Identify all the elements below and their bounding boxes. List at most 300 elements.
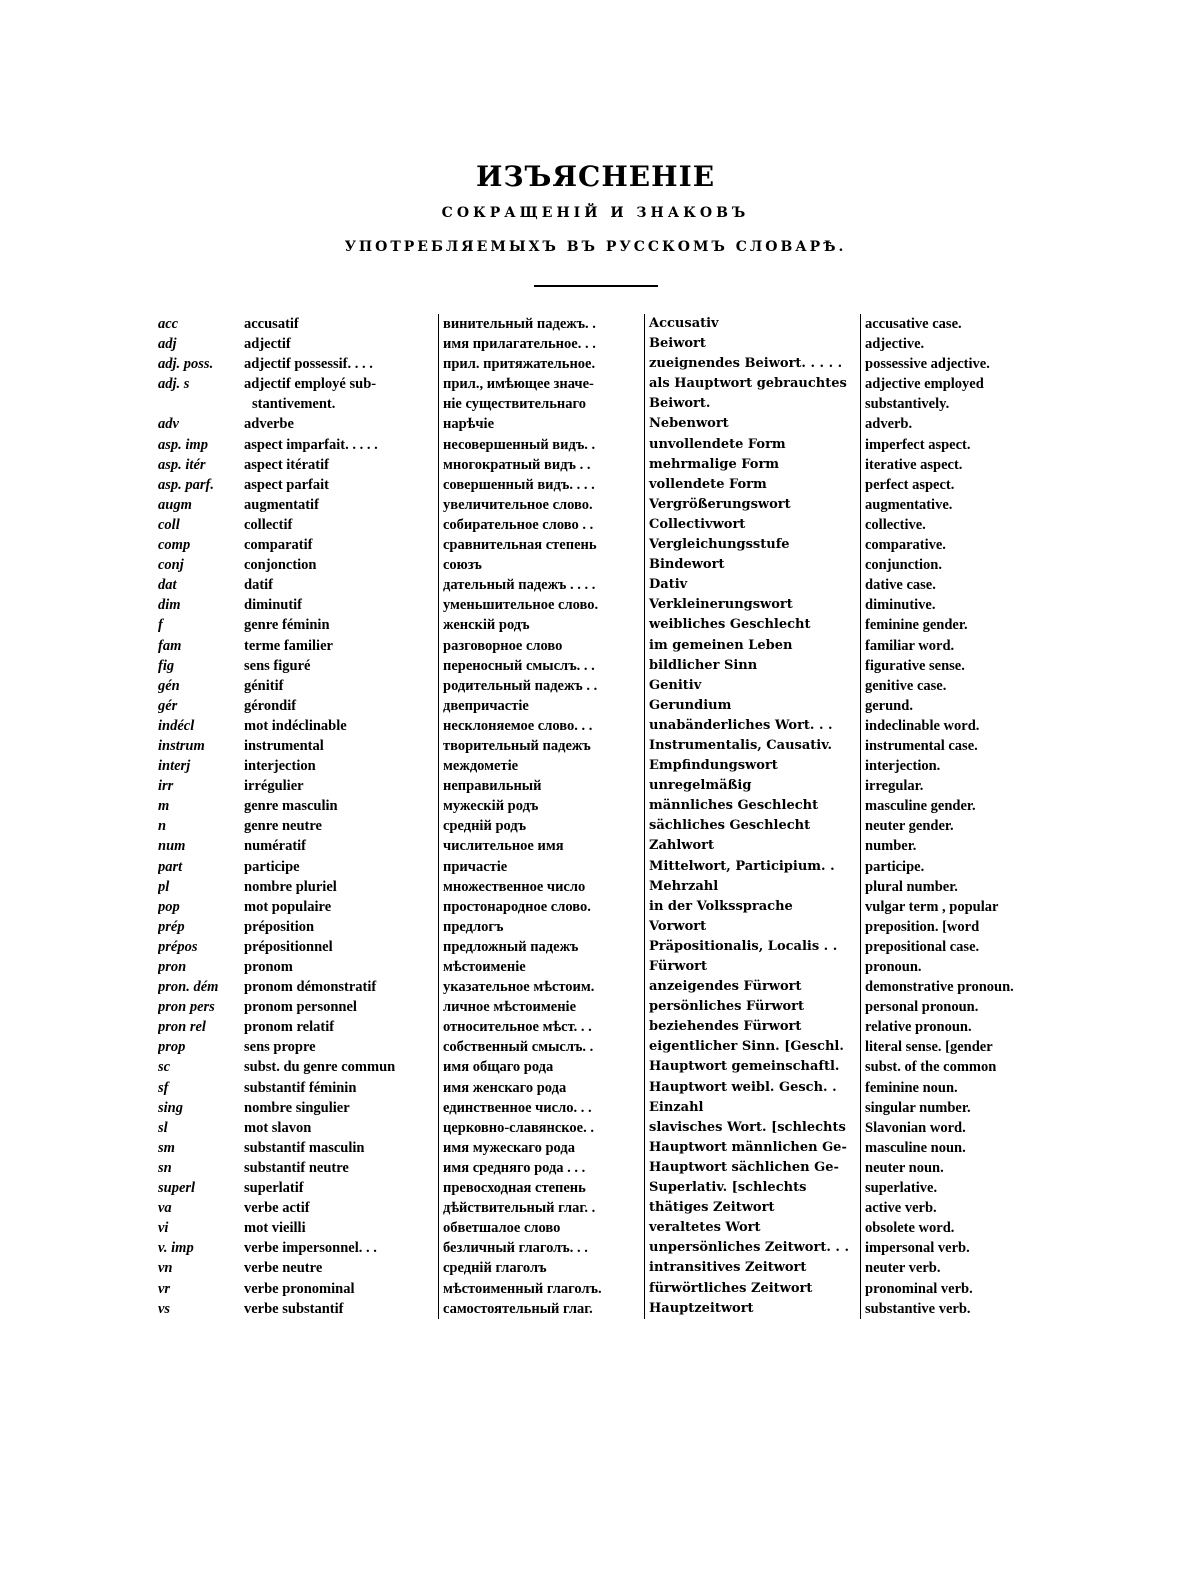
table-row bbox=[158, 636, 1038, 656]
russian-term: нарѣчiе bbox=[438, 414, 644, 434]
russian-term: прил., имѣющее значе- bbox=[438, 374, 644, 394]
abbreviation: m bbox=[158, 798, 170, 815]
english-term: conjunction. bbox=[860, 555, 1038, 575]
table-row bbox=[158, 435, 1038, 455]
page-subtitle-2: УПОТРЕБЛЯЕМЫХЪ ВЪ РУССКОМЪ СЛОВАРѢ. bbox=[344, 239, 847, 255]
table-row bbox=[158, 1118, 1038, 1138]
french-cell bbox=[158, 636, 438, 656]
french-term: accusatif bbox=[244, 316, 299, 332]
german-term: Präpositionalis, Localis . . bbox=[644, 937, 860, 957]
russian-term: обветшалое слово bbox=[438, 1218, 644, 1238]
russian-term: винительный падежъ. . bbox=[438, 314, 644, 334]
russian-term: среднiй родъ bbox=[438, 816, 644, 836]
german-term: intransitives Zeitwort bbox=[644, 1258, 860, 1278]
english-term: masculine noun. bbox=[860, 1138, 1038, 1158]
german-term: unabänderliches Wort. . . bbox=[644, 716, 860, 736]
english-term: relative pronoun. bbox=[860, 1017, 1038, 1037]
german-term: Beiwort bbox=[644, 334, 860, 354]
french-cell bbox=[158, 1258, 438, 1278]
abbreviation: instrum bbox=[158, 737, 205, 754]
table-row bbox=[158, 1238, 1038, 1258]
table-row bbox=[158, 1098, 1038, 1118]
table-row bbox=[158, 575, 1038, 595]
french-cell bbox=[158, 736, 438, 756]
russian-term: предложный падежъ bbox=[438, 937, 644, 957]
french-term: superlatif bbox=[244, 1180, 304, 1197]
abbreviation: adv bbox=[158, 416, 179, 433]
abbreviation: dim bbox=[158, 597, 181, 614]
german-term: veraltetes Wort bbox=[644, 1218, 860, 1238]
table-row bbox=[158, 796, 1038, 816]
french-cell bbox=[158, 374, 438, 394]
russian-term: переносный смыслъ. . . bbox=[438, 656, 644, 676]
table-row bbox=[158, 455, 1038, 475]
french-cell bbox=[158, 414, 438, 434]
table-row bbox=[158, 1078, 1038, 1098]
abbreviation: sing bbox=[158, 1099, 183, 1116]
english-term: masculine gender. bbox=[860, 796, 1038, 816]
french-term: adjectif possessif. . . . bbox=[244, 356, 373, 373]
german-term: Superlativ. [schlechts bbox=[644, 1178, 860, 1198]
english-term: perfect aspect. bbox=[860, 475, 1038, 495]
french-term: pronom démonstratif bbox=[244, 979, 377, 996]
french-term: numératif bbox=[244, 838, 307, 855]
abbreviation: va bbox=[158, 1200, 172, 1217]
french-term: verbe substantif bbox=[244, 1300, 344, 1317]
abbreviation: dat bbox=[158, 577, 177, 594]
page-title: ИЗЪЯСНЕНIЕ bbox=[475, 160, 716, 193]
russian-term: имя прилагательное. . . bbox=[438, 334, 644, 354]
french-cell bbox=[158, 1017, 438, 1037]
german-term: Zahlwort bbox=[644, 836, 860, 856]
russian-term: собирательное слово . . bbox=[438, 515, 644, 535]
table-row bbox=[158, 515, 1038, 535]
russian-term: имя общаго рода bbox=[438, 1057, 644, 1077]
table-row bbox=[158, 937, 1038, 957]
english-term: adjective employed bbox=[860, 374, 1038, 394]
german-term: Hauptwort gemeinschaftl. bbox=[644, 1057, 860, 1077]
abbreviation: comp bbox=[158, 537, 191, 554]
table-row bbox=[158, 696, 1038, 716]
russian-term: многократный видъ . . bbox=[438, 455, 644, 475]
french-term: instrumental bbox=[244, 737, 324, 754]
table-row bbox=[158, 374, 1038, 394]
french-cell bbox=[158, 937, 438, 957]
abbreviation: adj. s bbox=[158, 376, 190, 393]
abbreviation: sm bbox=[158, 1139, 175, 1156]
french-term: mot vieilli bbox=[244, 1220, 306, 1237]
german-term: Einzahl bbox=[644, 1098, 860, 1118]
abbreviation: superl bbox=[158, 1180, 196, 1197]
french-term: adjectif bbox=[244, 336, 291, 353]
french-cell bbox=[158, 435, 438, 455]
abbreviation: vn bbox=[158, 1260, 173, 1277]
english-term: indeclinable word. bbox=[860, 716, 1038, 736]
table-row bbox=[158, 1057, 1038, 1077]
english-term: Slavonian word. bbox=[860, 1118, 1038, 1138]
russian-term: междометiе bbox=[438, 756, 644, 776]
english-term: iterative aspect. bbox=[860, 455, 1038, 475]
german-term: unregelmäßig bbox=[644, 776, 860, 796]
english-term: impersonal verb. bbox=[860, 1238, 1038, 1258]
abbreviation: vi bbox=[158, 1220, 169, 1237]
english-term: comparative. bbox=[860, 535, 1038, 555]
english-term: pronoun. bbox=[860, 957, 1038, 977]
russian-term: самостоятельный глаг. bbox=[438, 1299, 644, 1319]
french-cell bbox=[158, 1218, 438, 1238]
abbreviation: adj bbox=[158, 336, 177, 353]
abbreviation: sf bbox=[158, 1079, 169, 1096]
german-term: Hauptzeitwort bbox=[644, 1299, 860, 1319]
table-row bbox=[158, 314, 1038, 334]
table-row bbox=[158, 676, 1038, 696]
abbreviation: pop bbox=[158, 898, 180, 915]
abbreviation: pron bbox=[158, 959, 187, 975]
french-term: irrégulier bbox=[244, 778, 304, 795]
table-row bbox=[158, 917, 1038, 937]
table-row bbox=[158, 1158, 1038, 1178]
abbreviation: prop bbox=[158, 1039, 186, 1056]
english-term: neuter noun. bbox=[860, 1158, 1038, 1178]
russian-term: церковно-славянское. . bbox=[438, 1118, 644, 1138]
russian-term: разговорное слово bbox=[438, 636, 644, 656]
russian-term: причастiе bbox=[438, 857, 644, 877]
french-term: interjection bbox=[244, 758, 316, 775]
german-term: Collectivwort bbox=[644, 515, 860, 535]
table-row bbox=[158, 897, 1038, 917]
german-term: Vorwort bbox=[644, 917, 860, 937]
german-term: Hauptwort weibl. Gesch. . bbox=[644, 1078, 860, 1098]
french-term: préposition bbox=[244, 918, 315, 935]
french-cell bbox=[158, 615, 438, 635]
german-term: Hauptwort männlichen Ge- bbox=[644, 1138, 860, 1158]
table-row bbox=[158, 1198, 1038, 1218]
abbreviation-table bbox=[158, 314, 1038, 1319]
english-term: number. bbox=[860, 836, 1038, 856]
english-term: superlative. bbox=[860, 1178, 1038, 1198]
table-row bbox=[158, 414, 1038, 434]
french-term: participe bbox=[244, 858, 300, 875]
table-row bbox=[158, 615, 1038, 635]
table-row bbox=[158, 475, 1038, 495]
abbreviation: indécl bbox=[158, 717, 195, 734]
french-cell bbox=[158, 475, 438, 495]
english-term: irregular. bbox=[860, 776, 1038, 796]
russian-term: предлогъ bbox=[438, 917, 644, 937]
german-term: slavisches Wort. [schlechts bbox=[644, 1118, 860, 1138]
german-term: thätiges Zeitwort bbox=[644, 1198, 860, 1218]
russian-term: имя мужескаго рода bbox=[438, 1138, 644, 1158]
abbreviation: adj. poss. bbox=[158, 356, 214, 373]
german-term: persönliches Fürwort bbox=[644, 997, 860, 1017]
french-cell bbox=[158, 314, 438, 334]
english-term: feminine gender. bbox=[860, 615, 1038, 635]
table-row bbox=[158, 877, 1038, 897]
table-row bbox=[158, 656, 1038, 676]
russian-term: женскiй родъ bbox=[438, 615, 644, 635]
abbreviation: gén bbox=[158, 677, 180, 694]
abbreviation: irr bbox=[158, 778, 174, 795]
french-term: pronom relatif bbox=[244, 1019, 335, 1036]
french-cell bbox=[158, 836, 438, 856]
table-row bbox=[158, 394, 1038, 414]
russian-term: превосходная степень bbox=[438, 1178, 644, 1198]
english-term: subst. of the common bbox=[860, 1057, 1038, 1077]
russian-term: дѣйствительный глаг. . bbox=[438, 1198, 644, 1218]
german-term: beziehendes Fürwort bbox=[644, 1017, 860, 1037]
russian-term: имя средняго рода . . . bbox=[438, 1158, 644, 1178]
french-cell bbox=[158, 354, 438, 374]
russian-term: указательное мѣстоим. bbox=[438, 977, 644, 997]
russian-term: несовершенный видъ. . bbox=[438, 435, 644, 455]
french-cell bbox=[158, 877, 438, 897]
title-divider bbox=[534, 285, 658, 287]
french-cell bbox=[158, 957, 438, 977]
french-term: genre neutre bbox=[244, 818, 322, 835]
french-term: terme familier bbox=[244, 637, 333, 654]
english-term: active verb. bbox=[860, 1198, 1038, 1218]
abbreviation: augm bbox=[158, 496, 192, 513]
abbreviation: conj bbox=[158, 557, 184, 574]
table-row bbox=[158, 1299, 1038, 1319]
table-row bbox=[158, 354, 1038, 374]
french-cell bbox=[158, 756, 438, 776]
russian-term: родительный падежъ . . bbox=[438, 676, 644, 696]
russian-term: мѣстоименный глаголъ. bbox=[438, 1279, 644, 1299]
table-row bbox=[158, 1218, 1038, 1238]
russian-term: уменьшительное слово. bbox=[438, 595, 644, 615]
french-term: mot slavon bbox=[244, 1119, 312, 1136]
abbreviation: fig bbox=[158, 657, 175, 674]
german-term: Hauptwort sächlichen Ge- bbox=[644, 1158, 860, 1178]
german-term: als Hauptwort gebrauchtes bbox=[644, 374, 860, 394]
english-term: obsolete word. bbox=[860, 1218, 1038, 1238]
french-term: nombre singulier bbox=[244, 1099, 350, 1116]
french-cell bbox=[158, 857, 438, 877]
french-term: verbe actif bbox=[244, 1200, 310, 1217]
french-term: pronom bbox=[244, 959, 293, 975]
german-term: Fürwort bbox=[644, 957, 860, 977]
german-term: männliches Geschlecht bbox=[644, 796, 860, 816]
french-term: conjonction bbox=[244, 557, 317, 574]
table-row bbox=[158, 836, 1038, 856]
english-term: collective. bbox=[860, 515, 1038, 535]
german-term: Mehrzahl bbox=[644, 877, 860, 897]
abbreviation: num bbox=[158, 838, 186, 855]
english-term: adjective. bbox=[860, 334, 1038, 354]
english-term: literal sense. [gender bbox=[860, 1037, 1038, 1057]
french-cell bbox=[158, 1299, 438, 1319]
french-cell bbox=[158, 535, 438, 555]
french-cell bbox=[158, 1198, 438, 1218]
russian-term: неправильный bbox=[438, 776, 644, 796]
english-term: dative case. bbox=[860, 575, 1038, 595]
english-term: gerund. bbox=[860, 696, 1038, 716]
german-term: unvollendete Form bbox=[644, 435, 860, 455]
german-term: im gemeinen Leben bbox=[644, 636, 860, 656]
table-row bbox=[158, 776, 1038, 796]
russian-term: простонародное слово. bbox=[438, 897, 644, 917]
abbreviation: part bbox=[158, 858, 183, 875]
french-cell bbox=[158, 917, 438, 937]
english-term: singular number. bbox=[860, 1098, 1038, 1118]
french-cell bbox=[158, 455, 438, 475]
abbreviation: f bbox=[158, 617, 163, 634]
french-cell bbox=[158, 1238, 438, 1258]
russian-term: собственный смыслъ. . bbox=[438, 1037, 644, 1057]
english-term: substantive verb. bbox=[860, 1299, 1038, 1319]
abbreviation: vs bbox=[158, 1300, 171, 1317]
french-cell bbox=[158, 495, 438, 515]
russian-term: безличный глаголъ. . . bbox=[438, 1238, 644, 1258]
russian-term: относительное мѣст. . . bbox=[438, 1017, 644, 1037]
french-cell bbox=[158, 555, 438, 575]
table-row bbox=[158, 977, 1038, 997]
french-cell bbox=[158, 897, 438, 917]
french-cell bbox=[158, 334, 438, 354]
english-term: pronominal verb. bbox=[860, 1279, 1038, 1299]
table-row bbox=[158, 535, 1038, 555]
english-term: genitive case. bbox=[860, 676, 1038, 696]
german-term: Genitiv bbox=[644, 676, 860, 696]
german-term: Nebenwort bbox=[644, 414, 860, 434]
english-term: figurative sense. bbox=[860, 656, 1038, 676]
german-term: vollendete Form bbox=[644, 475, 860, 495]
russian-term: имя женскаго рода bbox=[438, 1078, 644, 1098]
french-term: mot indéclinable bbox=[244, 717, 347, 734]
french-cell bbox=[158, 656, 438, 676]
abbreviation: asp. parf. bbox=[158, 476, 214, 493]
table-row bbox=[158, 1138, 1038, 1158]
french-term: aspect itératif bbox=[244, 456, 329, 473]
russian-term: мѣстоименiе bbox=[438, 957, 644, 977]
russian-term: несклоняемое слово. . . bbox=[438, 716, 644, 736]
english-term: adverb. bbox=[860, 414, 1038, 434]
russian-term: числительное имя bbox=[438, 836, 644, 856]
french-term: adjectif employé sub- bbox=[244, 376, 377, 393]
french-cell bbox=[158, 796, 438, 816]
french-term: génitif bbox=[244, 677, 284, 694]
french-term: gérondif bbox=[244, 697, 297, 714]
table-row bbox=[158, 1258, 1038, 1278]
german-term: mehrmalige Form bbox=[644, 455, 860, 475]
german-term: Gerundium bbox=[644, 696, 860, 716]
russian-term: двепричастiе bbox=[438, 696, 644, 716]
abbreviation: pron. dém bbox=[158, 979, 219, 996]
english-term: possessive adjective. bbox=[860, 354, 1038, 374]
english-term: accusative case. bbox=[860, 314, 1038, 334]
french-term: diminutif bbox=[244, 597, 303, 614]
german-term: fürwörtliches Zeitwort bbox=[644, 1279, 860, 1299]
german-term: Accusativ bbox=[644, 314, 860, 334]
english-term: augmentative. bbox=[860, 495, 1038, 515]
russian-term: личное мѣстоименiе bbox=[438, 997, 644, 1017]
russian-term: союзъ bbox=[438, 555, 644, 575]
russian-term: творительный падежъ bbox=[438, 736, 644, 756]
table-row bbox=[158, 957, 1038, 977]
german-term: anzeigendes Fürwort bbox=[644, 977, 860, 997]
french-cell bbox=[158, 716, 438, 736]
abbreviation: pl bbox=[158, 878, 170, 895]
abbreviation: fam bbox=[158, 637, 182, 654]
english-term: preposition. [word bbox=[860, 917, 1038, 937]
french-term: genre féminin bbox=[244, 617, 330, 634]
french-cell bbox=[158, 816, 438, 836]
table-row bbox=[158, 1178, 1038, 1198]
table-row bbox=[158, 1037, 1038, 1057]
english-term: substantively. bbox=[860, 394, 1038, 414]
table-row bbox=[158, 997, 1038, 1017]
abbreviation: n bbox=[158, 818, 167, 835]
german-term: bildlicher Sinn bbox=[644, 656, 860, 676]
english-term: diminutive. bbox=[860, 595, 1038, 615]
french-term: substantif masculin bbox=[244, 1139, 365, 1156]
french-cell bbox=[158, 1178, 438, 1198]
french-term: subst. du genre commun bbox=[244, 1059, 396, 1076]
english-term: vulgar term , popular bbox=[860, 897, 1038, 917]
french-cell bbox=[158, 575, 438, 595]
german-term: zueignendes Beiwort. . . . . bbox=[644, 354, 860, 374]
french-cell bbox=[158, 1057, 438, 1077]
german-term: unpersönliches Zeitwort. . . bbox=[644, 1238, 860, 1258]
abbreviation: asp. itér bbox=[158, 456, 206, 473]
french-term: datif bbox=[244, 577, 273, 594]
french-cell bbox=[158, 1078, 438, 1098]
french-term: verbe impersonnel. . . bbox=[244, 1240, 377, 1257]
french-term: comparatif bbox=[244, 537, 313, 554]
table-row bbox=[158, 756, 1038, 776]
table-row bbox=[158, 716, 1038, 736]
english-term: familiar word. bbox=[860, 636, 1038, 656]
french-cell bbox=[158, 1279, 438, 1299]
abbreviation: sl bbox=[158, 1119, 168, 1136]
abbreviation: gér bbox=[158, 697, 178, 714]
table-row bbox=[158, 857, 1038, 877]
abbreviation: v. imp bbox=[158, 1240, 194, 1257]
french-cell bbox=[158, 515, 438, 535]
german-term: in der Volkssprache bbox=[644, 897, 860, 917]
french-term: mot populaire bbox=[244, 898, 332, 915]
french-cell bbox=[158, 1118, 438, 1138]
russian-term: увеличительное слово. bbox=[438, 495, 644, 515]
table-row bbox=[158, 334, 1038, 354]
page-subtitle-1: СОКРАЩЕНIЙ И ЗНАКОВЪ bbox=[441, 205, 750, 221]
english-term: imperfect aspect. bbox=[860, 435, 1038, 455]
abbreviation: sc bbox=[158, 1059, 171, 1076]
german-term: Empfindungswort bbox=[644, 756, 860, 776]
french-cell bbox=[158, 1158, 438, 1178]
french-term: pronom personnel bbox=[244, 999, 357, 1016]
table-row bbox=[158, 1017, 1038, 1037]
french-term: collectif bbox=[244, 516, 293, 533]
english-term: demonstrative pronoun. bbox=[860, 977, 1038, 997]
french-term: verbe pronominal bbox=[244, 1280, 355, 1297]
french-cell bbox=[158, 1098, 438, 1118]
french-term: sens figuré bbox=[244, 657, 311, 674]
french-term: aspect parfait bbox=[244, 476, 329, 493]
french-cell bbox=[158, 977, 438, 997]
abbreviation: vr bbox=[158, 1280, 171, 1297]
french-cell bbox=[158, 394, 438, 414]
french-term: substantif féminin bbox=[244, 1079, 357, 1096]
german-term: Vergrößerungswort bbox=[644, 495, 860, 515]
english-term: instrumental case. bbox=[860, 736, 1038, 756]
german-term: sächliches Geschlecht bbox=[644, 816, 860, 836]
german-term: Vergleichungsstufe bbox=[644, 535, 860, 555]
english-term: participe. bbox=[860, 857, 1038, 877]
french-term: aspect imparfait. . . . . bbox=[244, 436, 378, 453]
russian-term: сравнительная степень bbox=[438, 535, 644, 555]
